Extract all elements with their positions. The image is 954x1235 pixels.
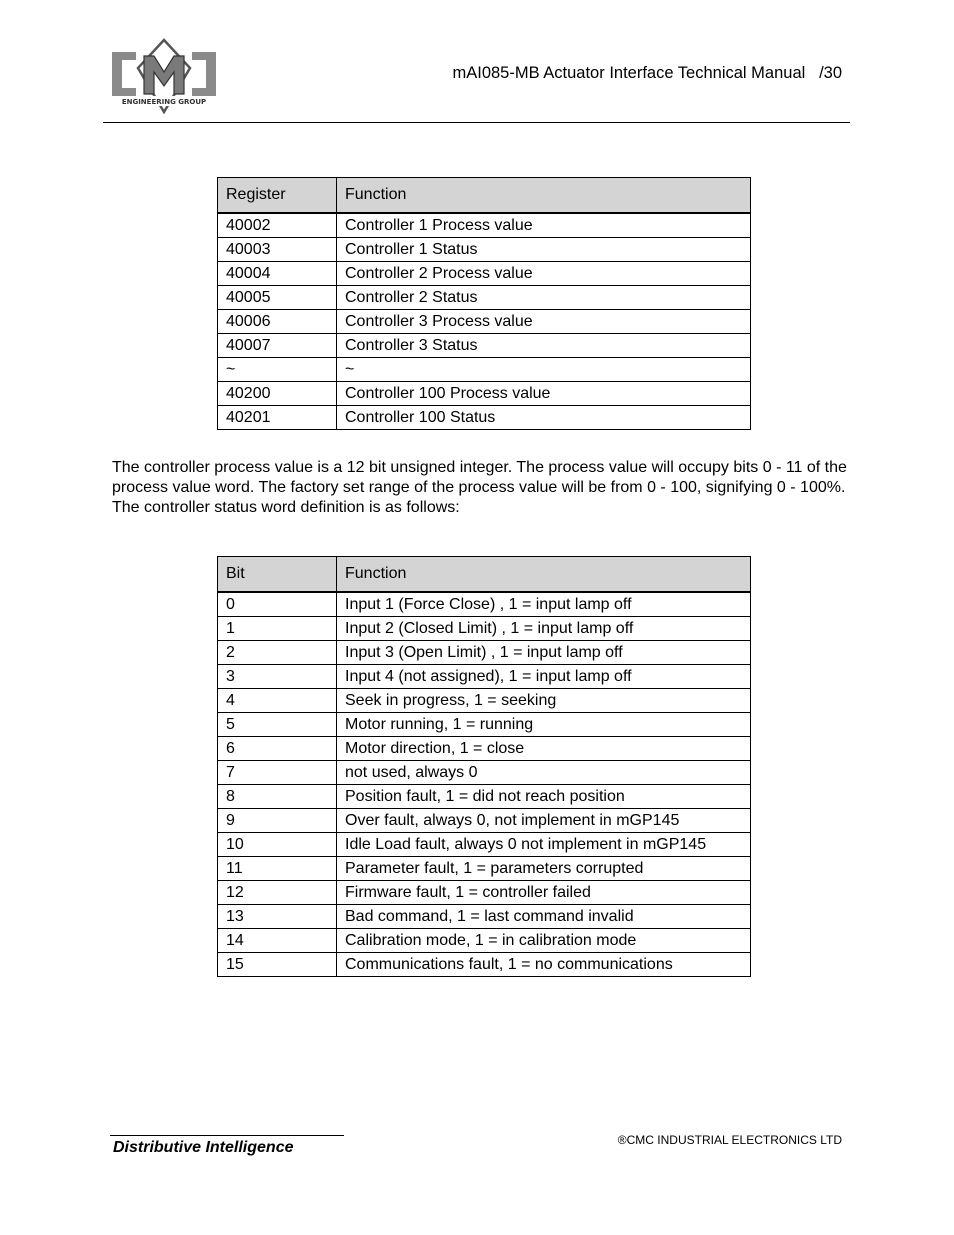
register-cell: 40002 [218,213,337,238]
process-value-description: The controller process value is a 12 bit unsigned integer. The process value will occupy bits 0 - 11 of the process value word. The factory set range of the process value will be from 0 - 100, signifying 0 - 100%. The controller status word definition is as follows: [112,459,847,516]
bit-cell: 14 [218,929,337,953]
bit-cell: 9 [218,809,337,833]
bit-cell: 12 [218,881,337,905]
function-cell: Motor direction, 1 = close [337,737,751,761]
bit-cell: 4 [218,689,337,713]
table-header-row [218,557,751,593]
header-cell-register: Register [218,178,337,214]
function-cell: Position fault, 1 = did not reach position [337,785,751,809]
table-row [218,953,751,977]
footer-copyright: ®CMC INDUSTRIAL ELECTRONICS LTD [617,1133,842,1147]
bit-cell: 7 [218,761,337,785]
table-row [218,737,751,761]
logo-wordmark: ENGINEERING GROUP [121,98,207,106]
table-row [218,809,751,833]
cmc-logo [110,38,218,114]
function-cell: Bad command, 1 = last command invalid [337,905,751,929]
bit-cell: 3 [218,665,337,689]
function-cell: Parameter fault, 1 = parameters corrupted [337,857,751,881]
function-cell: Communications fault, 1 = no communications [337,953,751,977]
register-cell: 40003 [218,238,337,262]
function-cell: Idle Load fault, always 0 not implement in mGP145 [337,833,751,857]
status-bit-table [217,556,751,977]
table-row [218,761,751,785]
bit-cell: 2 [218,641,337,665]
function-cell: Seek in progress, 1 = seeking [337,689,751,713]
header-cell-function: Function [337,178,751,214]
cmc-logo-icon [110,38,218,114]
table-row [218,358,751,382]
function-cell: Controller 2 Status [337,286,751,310]
function-cell: Input 1 (Force Close) , 1 = input lamp off [337,592,751,617]
footer-tagline: Distributive Intelligence [113,1139,294,1156]
bit-cell: 15 [218,953,337,977]
bit-cell: 6 [218,737,337,761]
page-marker: /30 [819,64,842,82]
function-cell: Controller 1 Status [337,238,751,262]
table-row [218,382,751,406]
bit-cell: 0 [218,592,337,617]
register-cell: 40201 [218,406,337,430]
table-row [218,617,751,641]
header-divider [103,122,850,123]
function-cell: Input 2 (Closed Limit) , 1 = input lamp off [337,617,751,641]
table-row [218,334,751,358]
table-row [218,833,751,857]
function-cell: Controller 3 Status [337,334,751,358]
table-row [218,929,751,953]
register-cell: 40004 [218,262,337,286]
bit-cell: 10 [218,833,337,857]
function-cell: Over fault, always 0, not implement in mGP145 [337,809,751,833]
function-cell: ~ [337,358,751,382]
table-row [218,641,751,665]
function-cell: not used, always 0 [337,761,751,785]
bit-cell: 11 [218,857,337,881]
function-cell: Calibration mode, 1 = in calibration mode [337,929,751,953]
function-cell: Input 4 (not assigned), 1 = input lamp off [337,665,751,689]
footer-divider [110,1135,344,1136]
register-table [217,177,751,430]
register-cell: 40005 [218,286,337,310]
manual-title: mAI085-MB Actuator Interface Technical Manual [452,64,806,82]
table-row [218,592,751,617]
function-cell: Firmware fault, 1 = controller failed [337,881,751,905]
bit-cell: 5 [218,713,337,737]
bit-cell: 8 [218,785,337,809]
function-cell: Controller 3 Process value [337,310,751,334]
function-cell: Input 3 (Open Limit) , 1 = input lamp off [337,641,751,665]
function-cell: Controller 2 Process value [337,262,751,286]
table-row [218,406,751,430]
table-row [218,785,751,809]
table-row [218,881,751,905]
header-cell-bit: Bit [218,557,337,593]
table-row [218,665,751,689]
table-row [218,238,751,262]
table-header-row [218,178,751,214]
function-cell: Motor running, 1 = running [337,713,751,737]
register-cell: 40006 [218,310,337,334]
register-cell: 40200 [218,382,337,406]
bit-cell: 1 [218,617,337,641]
table-row [218,857,751,881]
function-cell: Controller 1 Process value [337,213,751,238]
bit-cell: 13 [218,905,337,929]
header-cell-function: Function [337,557,751,593]
register-cell: 40007 [218,334,337,358]
register-cell: ~ [218,358,337,382]
function-cell: Controller 100 Process value [337,382,751,406]
table-row [218,286,751,310]
function-cell: Controller 100 Status [337,406,751,430]
table-row [218,262,751,286]
table-row [218,713,751,737]
document-header [453,64,843,83]
table-row [218,213,751,238]
table-row [218,310,751,334]
table-row [218,905,751,929]
table-row [218,689,751,713]
